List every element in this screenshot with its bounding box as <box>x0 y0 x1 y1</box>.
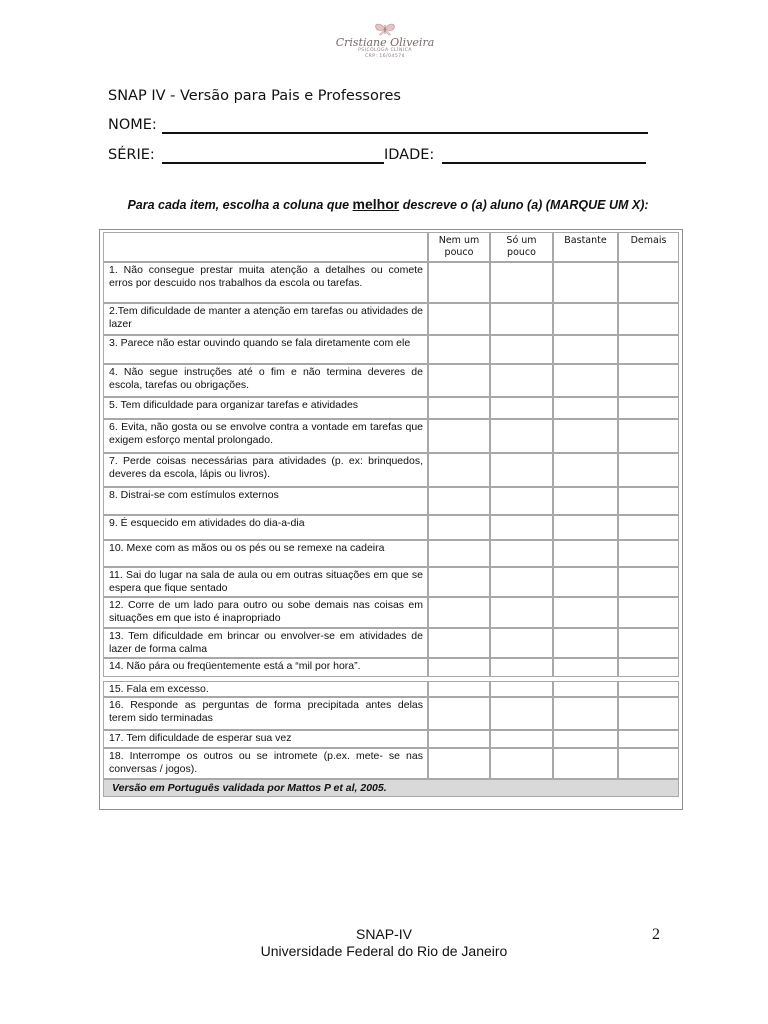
idade-label: IDADE: <box>384 147 435 163</box>
nome-field-row <box>108 117 648 137</box>
answer-checkbox-cell[interactable] <box>428 335 490 364</box>
answer-checkbox-cell[interactable] <box>428 681 490 697</box>
item-text: 1. Não consegue prestar muita atenção a detalhes ou comete erros por descuido nos trabalhos da escola ou tarefas. <box>109 264 423 289</box>
answer-checkbox-cell[interactable] <box>428 658 490 677</box>
snap-iv-table <box>99 229 683 810</box>
answer-checkbox-cell[interactable] <box>490 397 553 419</box>
answer-checkbox-cell[interactable] <box>490 540 553 567</box>
answer-checkbox-cell[interactable] <box>553 658 618 677</box>
answer-checkbox-cell[interactable] <box>490 419 553 453</box>
instruction-before: Para cada item, escolha a coluna que <box>127 198 353 212</box>
answer-checkbox-cell[interactable] <box>490 681 553 697</box>
item-cell <box>103 597 428 628</box>
table-row <box>103 730 679 748</box>
nome-label: NOME: <box>108 117 157 133</box>
answer-checkbox-cell[interactable] <box>618 397 679 419</box>
item-text: 12. Corre de um lado para outro ou sobe demais nas coisas em situações em que isto é inapropriado <box>109 599 423 624</box>
answer-checkbox-cell[interactable] <box>618 515 679 540</box>
answer-checkbox-cell[interactable] <box>553 748 618 779</box>
answer-checkbox-cell[interactable] <box>490 487 553 515</box>
answer-checkbox-cell[interactable] <box>490 697 553 730</box>
table-row <box>103 597 679 628</box>
answer-checkbox-cell[interactable] <box>553 303 618 335</box>
item-cell <box>103 419 428 453</box>
item-cell <box>103 697 428 730</box>
item-text: 7. Perde coisas necessárias para atividades (p. ex: brinquedos, deveres da escola, lápis ou livros). <box>109 455 423 480</box>
answer-checkbox-cell[interactable] <box>428 697 490 730</box>
answer-checkbox-cell[interactable] <box>490 628 553 658</box>
table-row <box>103 453 679 487</box>
answer-checkbox-cell[interactable] <box>490 453 553 487</box>
answer-checkbox-cell[interactable] <box>490 515 553 540</box>
table-header-item-cell <box>103 232 428 262</box>
answer-checkbox-cell[interactable] <box>618 567 679 597</box>
item-cell <box>103 658 428 677</box>
item-cell <box>103 335 428 364</box>
answer-checkbox-cell[interactable] <box>428 487 490 515</box>
table-row <box>103 262 679 303</box>
answer-checkbox-cell[interactable] <box>618 487 679 515</box>
answer-checkbox-cell[interactable] <box>553 453 618 487</box>
column-header: Bastante <box>564 235 607 246</box>
answer-checkbox-cell[interactable] <box>490 303 553 335</box>
table-row <box>103 540 679 567</box>
table-row <box>103 681 679 697</box>
table-row <box>103 335 679 364</box>
item-text: 15. Fala em excesso. <box>109 683 209 695</box>
item-text: 11. Sai do lugar na sala de aula ou em outras situações em que se espera que fique sentado <box>109 569 423 594</box>
answer-checkbox-cell[interactable] <box>490 567 553 597</box>
butterfly-icon <box>373 22 397 36</box>
item-text: 6. Evita, não gosta ou se envolve contra a vontade em tarefas que exigem esforço mental prolongado. <box>109 421 423 446</box>
nome-input-line[interactable] <box>162 132 648 134</box>
answer-checkbox-cell[interactable] <box>428 597 490 628</box>
answer-checkbox-cell[interactable] <box>618 697 679 730</box>
answer-checkbox-cell[interactable] <box>553 515 618 540</box>
answer-checkbox-cell[interactable] <box>553 697 618 730</box>
answer-checkbox-cell[interactable] <box>428 303 490 335</box>
item-text: 10. Mexe com as mãos ou os pés ou se remexe na cadeira <box>109 542 385 554</box>
answer-checkbox-cell[interactable] <box>553 397 618 419</box>
answer-checkbox-cell[interactable] <box>618 658 679 677</box>
serie-label: SÉRIE: <box>108 147 155 163</box>
idade-input-line[interactable] <box>442 162 646 164</box>
answer-checkbox-cell[interactable] <box>618 597 679 628</box>
table-row <box>103 303 679 335</box>
serie-idade-field-row <box>108 147 648 167</box>
table-header-cell <box>553 232 618 262</box>
table-row <box>103 419 679 453</box>
instruction-after: descreve o (a) aluno (a) (MARQUE UM X): <box>399 198 649 212</box>
item-cell <box>103 628 428 658</box>
item-text: 5. Tem dificuldade para organizar tarefas e atividades <box>109 399 359 411</box>
answer-checkbox-cell[interactable] <box>553 262 618 303</box>
item-text: 9. É esquecido em atividades do dia-a-dia <box>109 517 305 529</box>
column-header: Só um pouco <box>506 235 537 258</box>
item-cell <box>103 303 428 335</box>
table-row <box>103 697 679 730</box>
answer-checkbox-cell[interactable] <box>618 730 679 748</box>
answer-checkbox-cell[interactable] <box>428 397 490 419</box>
answer-checkbox-cell[interactable] <box>618 419 679 453</box>
item-cell <box>103 487 428 515</box>
item-text: 3. Parece não estar ouvindo quando se fala diretamente com ele <box>109 337 411 349</box>
logo-script-name: Cristiane Oliveira <box>335 36 435 49</box>
table-row <box>103 748 679 779</box>
logo-subtitle-profession: PSICÓLOGA CLÍNICA <box>358 48 412 53</box>
column-header: Nem um pouco <box>438 235 480 258</box>
item-text: 13. Tem dificuldade em brincar ou envolver-se em atividades de lazer de forma calma <box>109 630 423 655</box>
table-row <box>103 487 679 515</box>
page-title: SNAP IV - Versão para Pais e Professores <box>108 88 401 104</box>
item-cell <box>103 567 428 597</box>
answer-checkbox-cell[interactable] <box>428 540 490 567</box>
item-text: 17. Tem dificuldade de esperar sua vez <box>109 732 292 744</box>
table-row <box>103 515 679 540</box>
item-cell <box>103 453 428 487</box>
answer-checkbox-cell[interactable] <box>553 487 618 515</box>
answer-checkbox-cell[interactable] <box>490 730 553 748</box>
answer-checkbox-cell[interactable] <box>618 748 679 779</box>
footnote-text: Versão em Português validada por Mattos P et al, 2005. <box>112 782 387 794</box>
item-cell <box>103 730 428 748</box>
column-header: Demais <box>630 235 667 246</box>
answer-checkbox-cell[interactable] <box>428 453 490 487</box>
item-cell <box>103 397 428 419</box>
answer-checkbox-cell[interactable] <box>428 364 490 397</box>
answer-checkbox-cell[interactable] <box>490 262 553 303</box>
answer-checkbox-cell[interactable] <box>553 597 618 628</box>
answer-checkbox-cell[interactable] <box>553 628 618 658</box>
answer-checkbox-cell[interactable] <box>553 567 618 597</box>
answer-checkbox-cell[interactable] <box>618 540 679 567</box>
table-header-cell <box>618 232 679 262</box>
instruction-emphasis: melhor <box>352 196 400 212</box>
answer-checkbox-cell[interactable] <box>618 681 679 697</box>
item-cell <box>103 262 428 303</box>
answer-checkbox-cell[interactable] <box>553 730 618 748</box>
answer-checkbox-cell[interactable] <box>618 453 679 487</box>
item-text: 4. Não segue instruções até o fim e não termina deveres de escola, tarefas ou obrigações. <box>109 366 423 391</box>
answer-checkbox-cell[interactable] <box>490 364 553 397</box>
answer-checkbox-cell[interactable] <box>428 567 490 597</box>
logo-subtitle-crp: CRP: 16/04574 <box>365 54 405 59</box>
answer-checkbox-cell[interactable] <box>553 335 618 364</box>
answer-checkbox-cell[interactable] <box>428 515 490 540</box>
item-text: 16. Responde as perguntas de forma precipitada antes delas terem sido terminadas <box>109 699 423 724</box>
table-footnote <box>103 779 679 797</box>
answer-checkbox-cell[interactable] <box>490 335 553 364</box>
answer-checkbox-cell[interactable] <box>490 658 553 677</box>
serie-input-line[interactable] <box>162 162 384 164</box>
table-row <box>103 397 679 419</box>
table-row <box>103 364 679 397</box>
table-header-row <box>103 232 679 262</box>
item-text: 18. Interrompe os outros ou se intromete (p.ex. mete- se nas conversas / jogos). <box>109 750 423 775</box>
answer-checkbox-cell[interactable] <box>428 730 490 748</box>
answer-checkbox-cell[interactable] <box>490 748 553 779</box>
answer-checkbox-cell[interactable] <box>618 335 679 364</box>
answer-checkbox-cell[interactable] <box>553 419 618 453</box>
instruction-text <box>108 196 668 212</box>
answer-checkbox-cell[interactable] <box>428 262 490 303</box>
item-text: 14. Não pára ou freqüentemente está a “mil por hora”. <box>109 660 361 672</box>
table-row <box>103 628 679 658</box>
table-header-cell <box>490 232 553 262</box>
answer-checkbox-cell[interactable] <box>428 419 490 453</box>
answer-checkbox-cell[interactable] <box>618 364 679 397</box>
item-cell <box>103 515 428 540</box>
table-header-cell <box>428 232 490 262</box>
answer-checkbox-cell[interactable] <box>553 364 618 397</box>
answer-checkbox-cell[interactable] <box>428 748 490 779</box>
footer-institution: Universidade Federal do Rio de Janeiro <box>260 943 508 959</box>
page-number: 2 <box>652 926 660 943</box>
answer-checkbox-cell[interactable] <box>618 303 679 335</box>
answer-checkbox-cell[interactable] <box>618 262 679 303</box>
table-row <box>103 658 679 677</box>
clinic-logo <box>300 22 470 64</box>
footer-title: SNAP-IV <box>355 926 412 942</box>
item-text: 8. Distrai-se com estímulos externos <box>109 489 279 501</box>
answer-checkbox-cell[interactable] <box>553 540 618 567</box>
item-cell <box>103 748 428 779</box>
item-cell <box>103 681 428 697</box>
answer-checkbox-cell[interactable] <box>428 628 490 658</box>
answer-checkbox-cell[interactable] <box>553 681 618 697</box>
item-text: 2.Tem dificuldade de manter a atenção em tarefas ou atividades de lazer <box>109 305 423 330</box>
table-row <box>103 567 679 597</box>
answer-checkbox-cell[interactable] <box>490 597 553 628</box>
answer-checkbox-cell[interactable] <box>618 628 679 658</box>
item-cell <box>103 364 428 397</box>
item-cell <box>103 540 428 567</box>
